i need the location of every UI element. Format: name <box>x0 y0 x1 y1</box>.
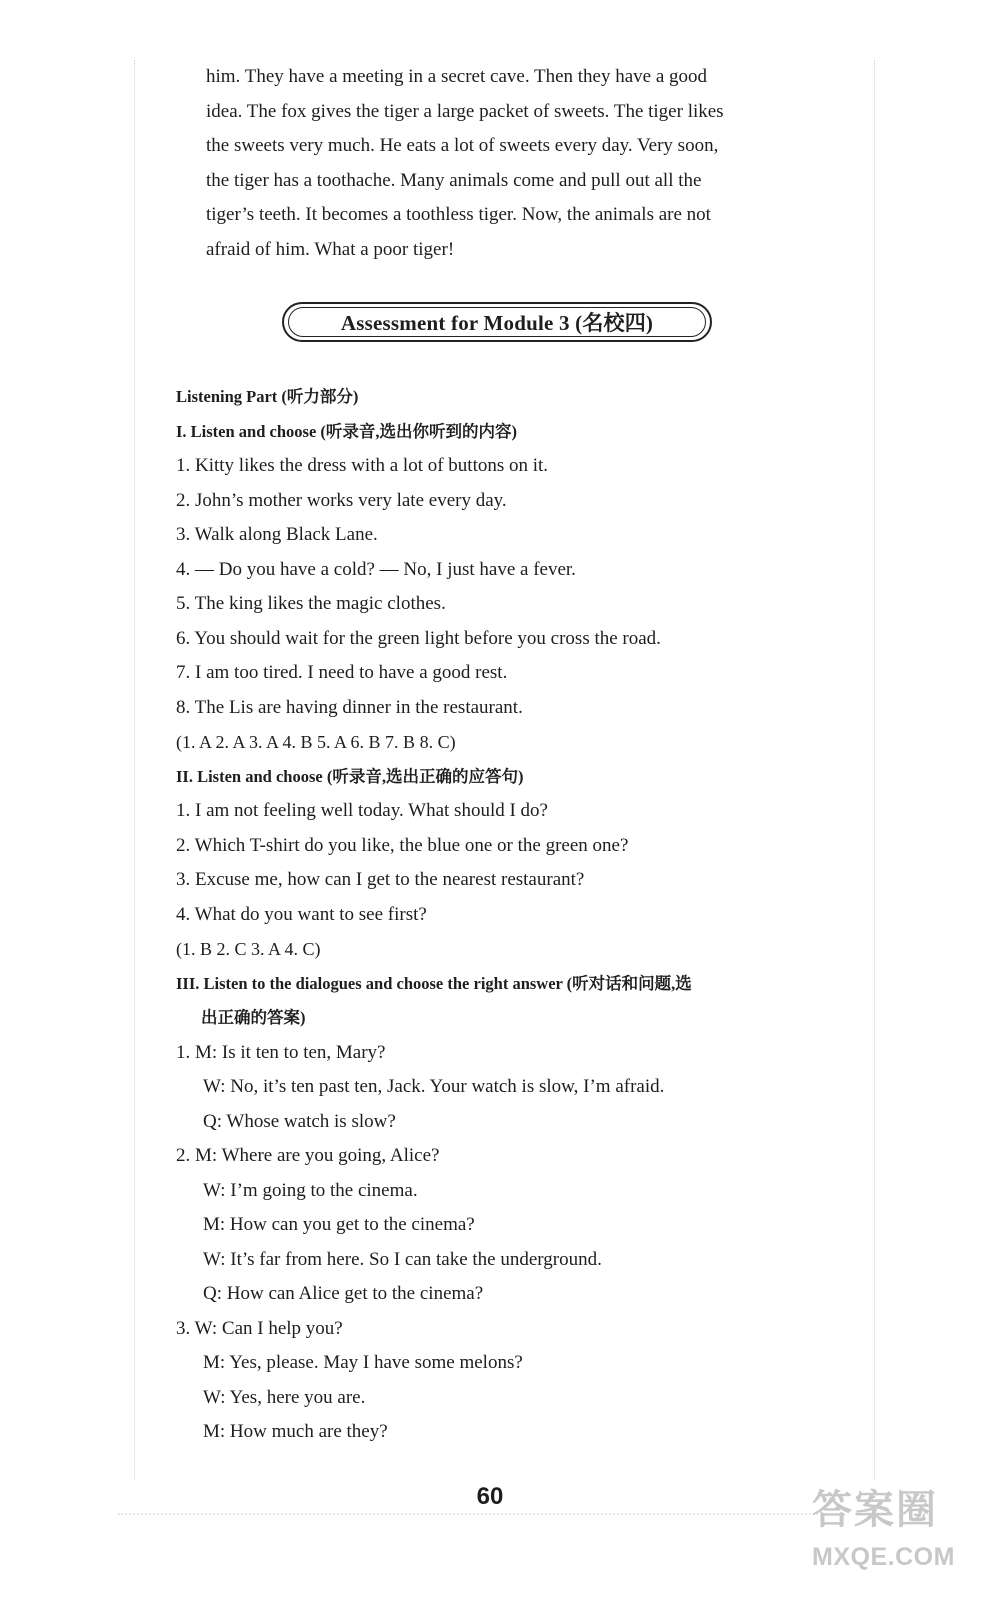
dialogue-2-line: 2. M: Where are you going, Alice? <box>176 1145 440 1166</box>
section-2-item: 2. Which T-shirt do you like, the blue one or the green one? <box>176 834 629 856</box>
section-2-item: 1. I am not feeling well today. What should I do? <box>176 800 548 821</box>
section-3-heading-cont: 出正确的答案) <box>201 1008 306 1027</box>
story-line: the sweets very much. He eats a lot of sweets every day. Very soon, <box>206 135 719 156</box>
dialogue-2-line: W: I’m going to the cinema. <box>203 1179 418 1201</box>
section-1-item: 4. — Do you have a cold? — No, I just have a fever. <box>176 558 576 580</box>
section-1-item: 8. The Lis are having dinner in the restaurant. <box>176 696 523 718</box>
left-margin-rule <box>134 60 135 1480</box>
section-2-item: 4. What do you want to see first? <box>176 903 427 925</box>
story-line: him. They have a meeting in a secret cave. Then they have a good <box>206 66 708 87</box>
listening-part-heading: Listening Part (听力部分) <box>176 387 359 406</box>
dialogue-2-question: Q: How can Alice get to the cinema? <box>203 1283 484 1304</box>
watermark-url: MXQE.COM <box>812 1543 955 1571</box>
dialogue-3-line: W: Yes, here you are. <box>203 1386 366 1408</box>
right-margin-rule <box>874 60 875 1480</box>
section-1-item: 2. John’s mother works very late every day. <box>176 489 507 511</box>
section-1-item: 3. Walk along Black Lane. <box>176 524 378 545</box>
section-2-heading: II. Listen and choose (听录音,选出正确的应答句) <box>176 766 524 786</box>
story-line: the tiger has a toothache. Many animals come and pull out all the <box>206 169 702 191</box>
watermark-logo <box>812 1478 982 1590</box>
dialogue-3-line: M: Yes, please. May I have some melons? <box>203 1352 523 1373</box>
section-2-answers: (1. B 2. C 3. A 4. C) <box>176 939 321 959</box>
section-1-item: 6. You should wait for the green light before you cross the road. <box>176 627 661 649</box>
story-line: tiger’s teeth. It becomes a toothless tiger. Now, the animals are not <box>206 204 711 225</box>
section-1-item: 1. Kitty likes the dress with a lot of buttons on it. <box>176 455 549 476</box>
dialogue-1-line: W: No, it’s ten past ten, Jack. Your watch is slow, I’m afraid. <box>203 1076 665 1097</box>
story-line: idea. The fox gives the tiger a large packet of sweets. The tiger likes <box>206 100 724 122</box>
dialogue-3-line: 3. W: Can I help you? <box>176 1317 343 1339</box>
story-paragraph <box>206 60 826 267</box>
assessment-title: Assessment for Module 3 (名校四) <box>340 311 654 335</box>
section-2-item: 3. Excuse me, how can I get to the nearest restaurant? <box>176 869 585 890</box>
dialogue-1-question: Q: Whose watch is slow? <box>203 1110 396 1132</box>
dialogue-1-line: 1. M: Is it ten to ten, Mary? <box>176 1041 386 1063</box>
section-3-heading: III. Listen to the dialogues and choose the right answer (听对话和问题,选 <box>176 973 692 993</box>
dialogue-2-line: W: It’s far from here. So I can take the underground. <box>203 1248 602 1270</box>
watermark-chinese-text: 答案圈 <box>812 1487 938 1533</box>
page-number: 60 <box>476 1483 504 1510</box>
footer-dotted-rule <box>118 1513 818 1515</box>
assessment-banner <box>282 302 712 342</box>
story-line: afraid of him. What a poor tiger! <box>206 238 455 260</box>
section-1-heading: I. Listen and choose (听录音,选出你听到的内容) <box>176 421 518 441</box>
dialogue-2-line: M: How can you get to the cinema? <box>203 1214 475 1235</box>
section-1-answers: (1. A 2. A 3. A 4. B 5. A 6. B 7. B 8. C) <box>176 732 456 752</box>
section-1-item: 7. I am too tired. I need to have a good rest. <box>176 662 508 683</box>
section-1-item: 5. The king likes the magic clothes. <box>176 593 446 614</box>
listening-content <box>176 380 836 1450</box>
dialogue-3-line: M: How much are they? <box>203 1421 388 1442</box>
